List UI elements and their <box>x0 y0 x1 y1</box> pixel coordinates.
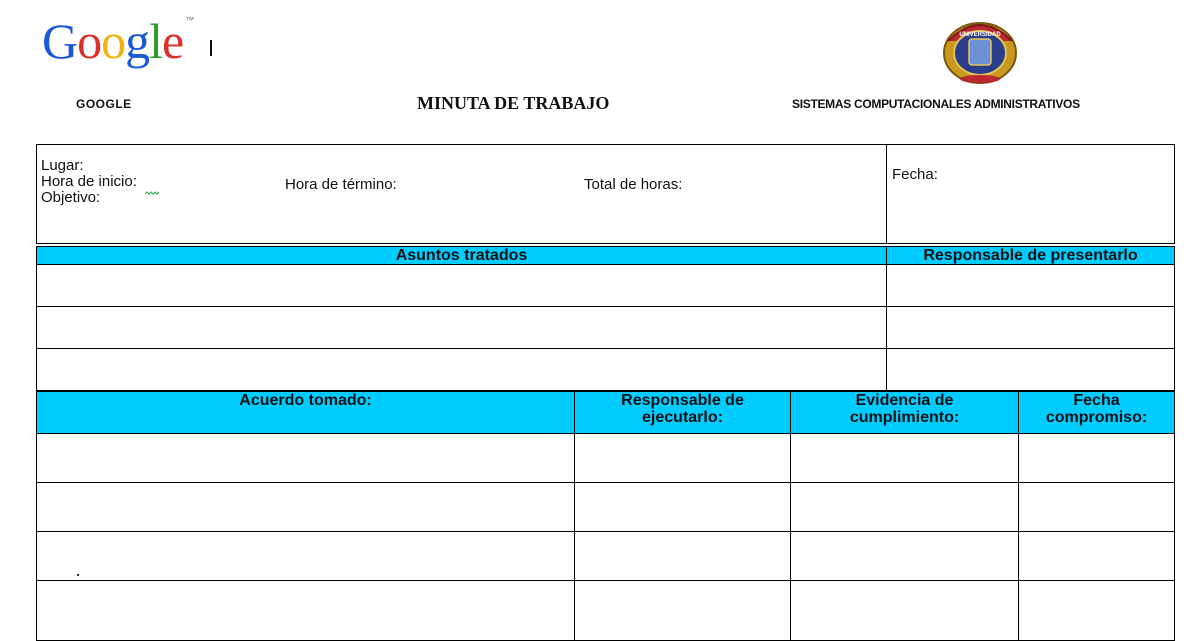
evidencia-cell[interactable] <box>791 532 1019 581</box>
responsable-ejecutarlo-header: Responsable de ejecutarlo: <box>575 392 791 434</box>
fecha-compromiso-cell[interactable] <box>1019 581 1175 641</box>
acuerdo-cell[interactable] <box>37 483 575 532</box>
acuerdos-table <box>36 391 1175 641</box>
university-seal-icon <box>940 11 1020 87</box>
text-cursor <box>210 40 212 56</box>
responsable-cell[interactable] <box>887 307 1175 349</box>
evidencia-cell[interactable] <box>791 483 1019 532</box>
asuntos-cell[interactable] <box>37 265 887 307</box>
fecha-cell <box>887 145 1175 244</box>
acuerdo-cell[interactable] <box>37 581 575 641</box>
fecha-compromiso-cell[interactable] <box>1019 434 1175 483</box>
responsable-ejecutarlo-cell[interactable] <box>575 532 791 581</box>
hora-termino-label: Hora de término: <box>285 176 397 193</box>
asuntos-cell[interactable] <box>37 307 887 349</box>
acuerdo-header: Acuerdo tomado: <box>37 392 575 434</box>
spellcheck-squiggle-icon <box>145 191 159 196</box>
responsable-cell[interactable] <box>887 265 1175 307</box>
document-title: MINUTA DE TRABAJO <box>417 93 610 113</box>
total-horas-label: Total de horas: <box>584 176 683 193</box>
hora-inicio-label: Hora de inicio: <box>41 173 137 190</box>
fecha-label: Fecha: <box>892 166 938 183</box>
asuntos-cell[interactable] <box>37 349 887 391</box>
responsable-presentarlo-header: Responsable de presentarlo <box>887 247 1175 265</box>
responsable-ejecutarlo-cell[interactable] <box>575 434 791 483</box>
evidencia-header: Evidencia de cumplimiento: <box>791 392 1019 434</box>
acuerdo-cell[interactable] <box>37 532 575 581</box>
fecha-compromiso-cell[interactable] <box>1019 483 1175 532</box>
stray-dot <box>77 574 79 576</box>
fecha-compromiso-header: Fecha compromiso: <box>1019 392 1175 434</box>
evidencia-cell[interactable] <box>791 434 1019 483</box>
fecha-compromiso-cell[interactable] <box>1019 532 1175 581</box>
asuntos-header: Asuntos tratados <box>37 247 887 265</box>
acuerdo-cell[interactable] <box>37 434 575 483</box>
objetivo-label: Objetivo: <box>41 189 101 206</box>
asuntos-table <box>36 246 1175 391</box>
responsable-ejecutarlo-cell[interactable] <box>575 483 791 532</box>
responsable-cell[interactable] <box>887 349 1175 391</box>
department-name: SISTEMAS COMPUTACIONALES ADMINISTRATIVOS <box>792 97 1080 111</box>
google-logo: Google ™ <box>42 13 194 69</box>
meeting-info-cell <box>37 145 887 244</box>
evidencia-cell[interactable] <box>791 581 1019 641</box>
company-name: GOOGLE <box>76 97 132 111</box>
lugar-label: Lugar: <box>41 157 84 174</box>
svg-text:UNIVERSIDAD: UNIVERSIDAD <box>959 32 1001 38</box>
meeting-info-table <box>36 144 1175 244</box>
responsable-ejecutarlo-cell[interactable] <box>575 581 791 641</box>
